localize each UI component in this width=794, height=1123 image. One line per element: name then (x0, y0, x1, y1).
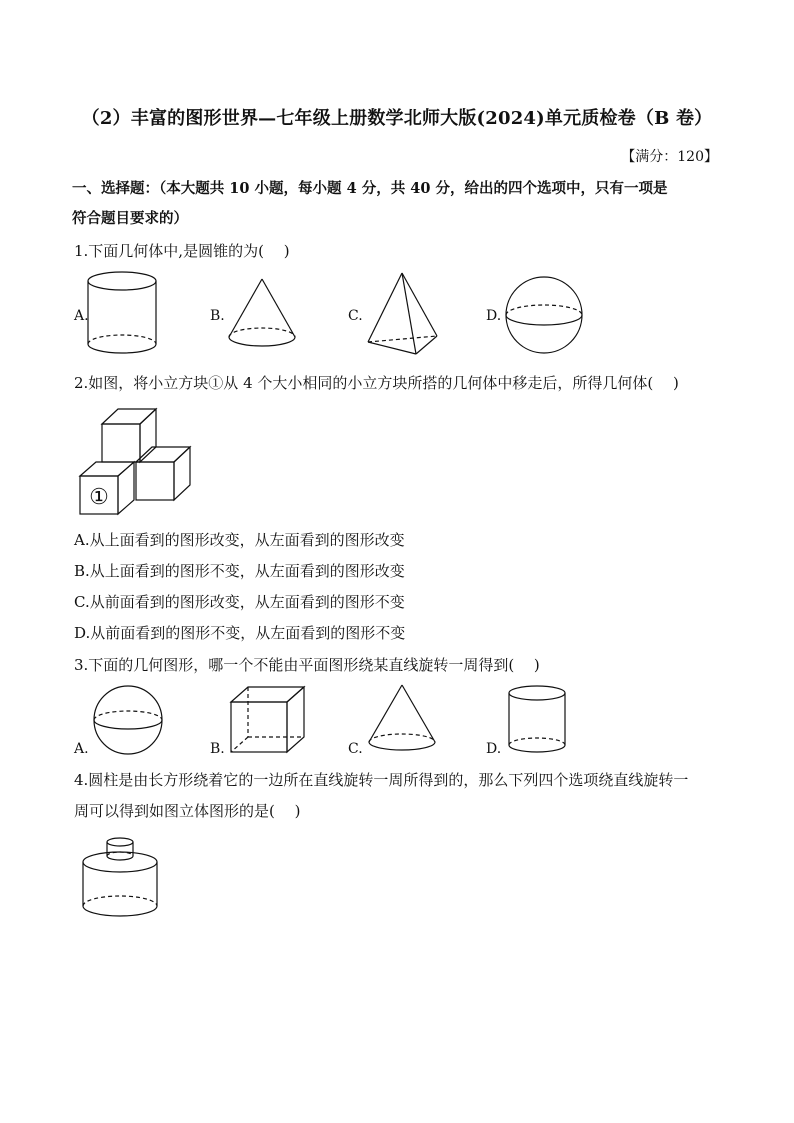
q1-option-c-label: C. (348, 308, 363, 324)
q2-option-b: B.从上面看到的图形不变，从左面看到的图形改变 (74, 562, 405, 580)
q3-option-d-label: D. (486, 741, 502, 757)
cube-icon (228, 684, 308, 756)
section-heading-line2: 符合题目要求的） (72, 210, 188, 227)
cone-icon (366, 682, 438, 756)
cone-icon (226, 275, 298, 353)
cylinder-icon (506, 683, 570, 757)
sphere-icon (90, 684, 170, 756)
full-score: 【满分：120】 (621, 149, 718, 165)
q2-option-c: C.从前面看到的图形改变，从左面看到的图形不变 (74, 593, 405, 611)
stacked-cylinders-icon (80, 834, 164, 920)
question-4-line2: 周可以得到如图立体图形的是( ) (74, 802, 301, 820)
section-heading-line1: 一、选择题：（本大题共 10 小题，每小题 4 分，共 40 分，给出的四个选项中，只有一项是 (72, 180, 668, 197)
q3-option-a-label: A. (74, 741, 89, 757)
triangular-pyramid-icon (364, 270, 444, 360)
sphere-icon (503, 274, 585, 356)
q3-option-c-label: C. (348, 741, 363, 757)
cube-label: ① (89, 485, 109, 510)
q1-option-b-label: B. (210, 308, 225, 324)
question-3-text: 3.下面的几何图形，哪一个不能由平面图形绕某直线旋转一周得到( ) (74, 656, 540, 674)
question-1-text: 1.下面几何体中,是圆锥的为( ) (74, 242, 290, 260)
stacked-cubes-figure (78, 404, 198, 514)
q1-option-d-label: D. (486, 308, 502, 324)
question-2-text: 2.如图，将小立方块①从 4 个大小相同的小立方块所搭的几何体中移走后，所得几何体( ) (74, 374, 679, 392)
q3-option-b-label: B. (210, 741, 225, 757)
q2-option-d: D.从前面看到的图形不变，从左面看到的图形不变 (74, 624, 406, 642)
question-4-line1: 4.圆柱是由长方形绕着它的一边所在直线旋转一周所得到的，那么下列四个选项绕直线旋转一 (74, 771, 689, 789)
q1-option-a-label: A. (74, 308, 89, 324)
cylinder-icon (85, 270, 160, 356)
page-title: （2）丰富的图形世界—七年级上册数学北师大版(2024)单元质检卷（B 卷） (81, 108, 713, 129)
q2-option-a: A.从上面看到的图形改变，从左面看到的图形改变 (74, 531, 405, 549)
